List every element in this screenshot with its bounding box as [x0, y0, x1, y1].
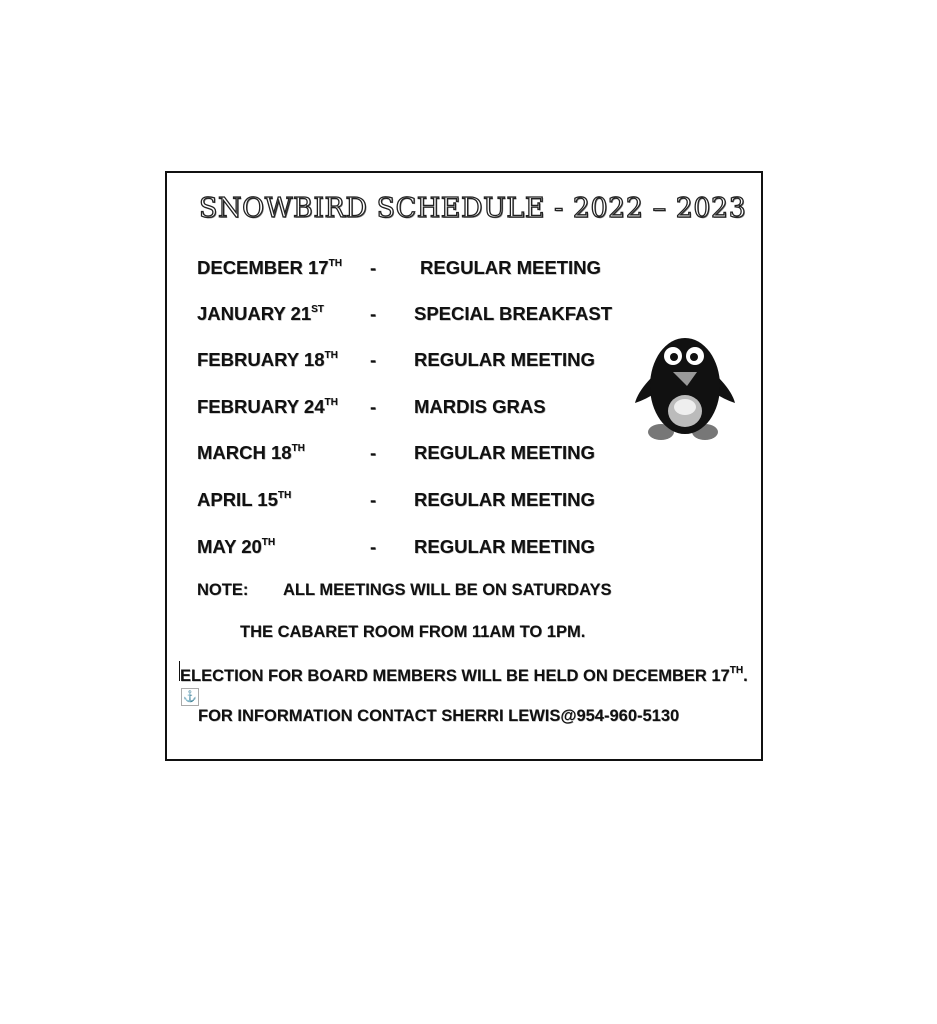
election-text: ELECTION FOR BOARD MEMBERS WILL BE HELD ON DECEMBER 17TH.	[180, 665, 748, 685]
row-date: JANUARY 21ST	[197, 303, 324, 324]
row-event: SPECIAL BREAKFAST	[414, 303, 613, 324]
row-event: MARDIS GRAS	[414, 396, 546, 417]
contact-text: FOR INFORMATION CONTACT SHERRI LEWIS@954-960-5130	[198, 707, 680, 725]
row-date: FEBRUARY 24TH	[197, 396, 338, 417]
row-event: REGULAR MEETING	[420, 257, 601, 278]
row-dash: -	[370, 349, 377, 370]
row-date: MARCH 18TH	[197, 442, 305, 463]
row-dash: -	[370, 536, 377, 557]
note-label: NOTE:	[197, 581, 249, 599]
row-date: APRIL 15TH	[197, 489, 292, 510]
row-date: MAY 20TH	[197, 536, 276, 557]
row-event: REGULAR MEETING	[414, 536, 595, 557]
anchor-icon[interactable]: ⚓	[181, 688, 199, 706]
row-date: DECEMBER 17TH	[197, 257, 342, 278]
row-event: REGULAR MEETING	[414, 349, 595, 370]
row-dash: -	[370, 442, 377, 463]
row-event: REGULAR MEETING	[414, 489, 595, 510]
row-dash: -	[370, 489, 377, 510]
row-event: REGULAR MEETING	[414, 442, 595, 463]
location-text: THE CABARET ROOM FROM 11AM TO 1PM.	[240, 623, 586, 641]
schedule-title: SNOWBIRD SCHEDULE - 2022 – 2023	[199, 193, 747, 224]
row-date: FEBRUARY 18TH	[197, 349, 338, 370]
note-text: ALL MEETINGS WILL BE ON SATURDAYS	[283, 581, 612, 599]
schedule-frame	[165, 171, 763, 761]
row-dash: -	[370, 396, 377, 417]
penguin-icon	[633, 331, 737, 445]
row-dash: -	[370, 257, 377, 278]
row-dash: -	[370, 303, 377, 324]
